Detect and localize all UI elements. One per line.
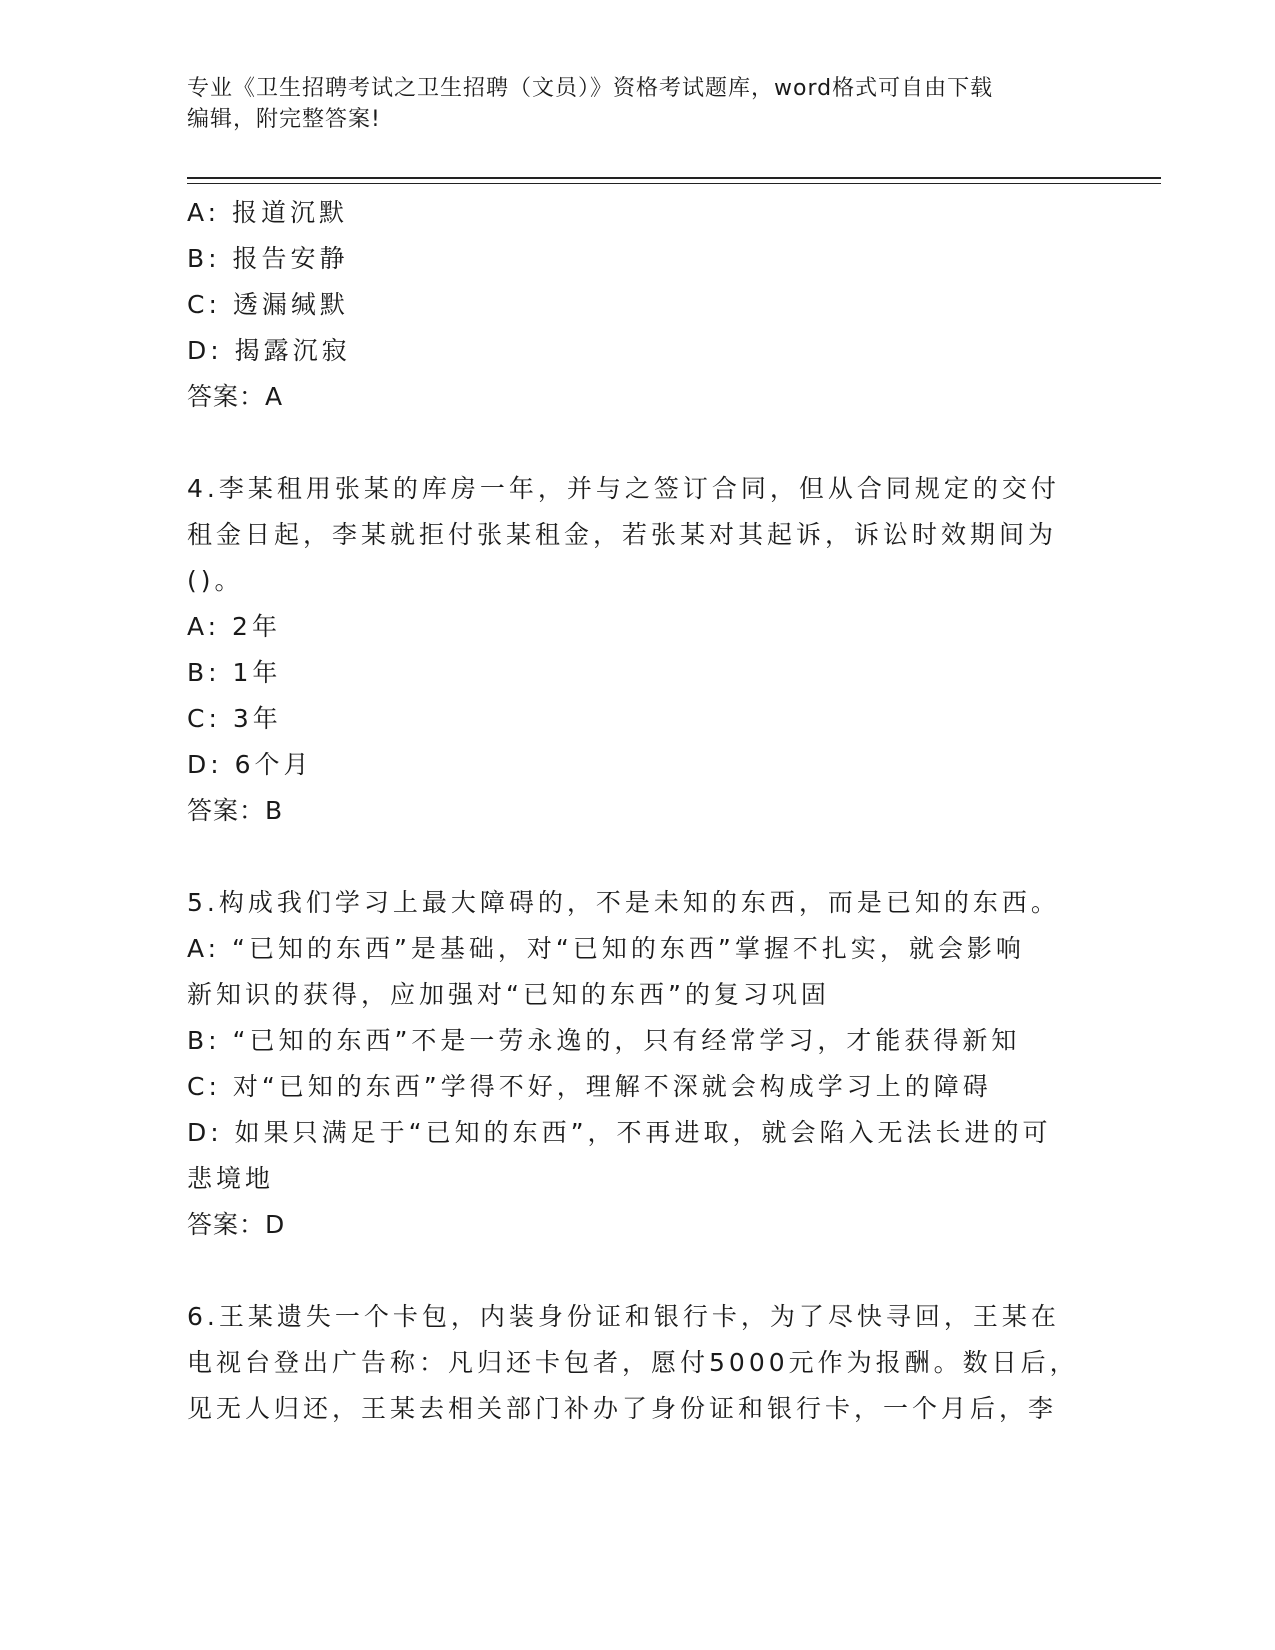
question-stem-line: 见无人归还，王某去相关部门补办了身份证和银行卡，一个月后，李 (187, 1394, 1058, 1423)
question-stem-line: 租金日起，李某就拒付张某租金，若张某对其起诉，诉讼时效期间为 (187, 520, 1058, 549)
header-line-2: 编辑，附完整答案! (187, 107, 381, 132)
question-5 (187, 880, 1087, 1248)
question-3 (187, 190, 1087, 420)
option-c: C: 透漏缄默 (187, 290, 349, 319)
question-stem-line: 电视台登出广告称：凡归还卡包者，愿付5000元作为报酬。数日后， (187, 1348, 1079, 1377)
header-line-1: 专业《卫生招聘考试之卫生招聘（文员）》资格考试题库，word格式可自由下载 (187, 76, 994, 101)
option-b: B: 1年 (187, 658, 282, 687)
question-content (187, 190, 1087, 1432)
option-d: D: 如果只满足于“已知的东西”，不再进取，就会陷入无法长进的可 (187, 1118, 1052, 1147)
option-d: D: 6个月 (187, 750, 313, 779)
question-stem-line: 5.构成我们学习上最大障碍的，不是未知的东西，而是已知的东西。 (187, 888, 1060, 917)
question-stem-line: 4.李某租用张某的库房一年，并与之签订合同，但从合同规定的交付 (187, 474, 1060, 503)
answer: 答案：B (187, 796, 284, 825)
option-d-continued: 悲境地 (187, 1164, 275, 1193)
question-4 (187, 466, 1087, 834)
option-a: A: “已知的东西”是基础，对“已知的东西”掌握不扎实，就会影响 (187, 934, 1025, 963)
answer: 答案：D (187, 1210, 286, 1239)
option-c: C: 3年 (187, 704, 282, 733)
question-stem-line: 6.王某遗失一个卡包，内装身份证和银行卡，为了尽快寻回，王某在 (187, 1302, 1060, 1331)
option-c: C: 对“已知的东西”学得不好，理解不深就会构成学习上的障碍 (187, 1072, 992, 1101)
header-rule-thick (187, 177, 1161, 179)
option-b: B: “已知的东西”不是一劳永逸的，只有经常学习，才能获得新知 (187, 1026, 1021, 1055)
header-rule-thin (187, 183, 1161, 184)
document-header (187, 73, 1067, 135)
question-stem-line: ()。 (187, 566, 244, 595)
option-a-continued: 新知识的获得，应加强对“已知的东西”的复习巩固 (187, 980, 830, 1009)
option-d: D: 揭露沉寂 (187, 336, 351, 365)
question-6 (187, 1294, 1087, 1432)
option-a: A: 2年 (187, 612, 281, 641)
answer: 答案：A (187, 382, 284, 411)
option-a: A: 报道沉默 (187, 198, 349, 227)
option-b: B: 报告安静 (187, 244, 349, 273)
